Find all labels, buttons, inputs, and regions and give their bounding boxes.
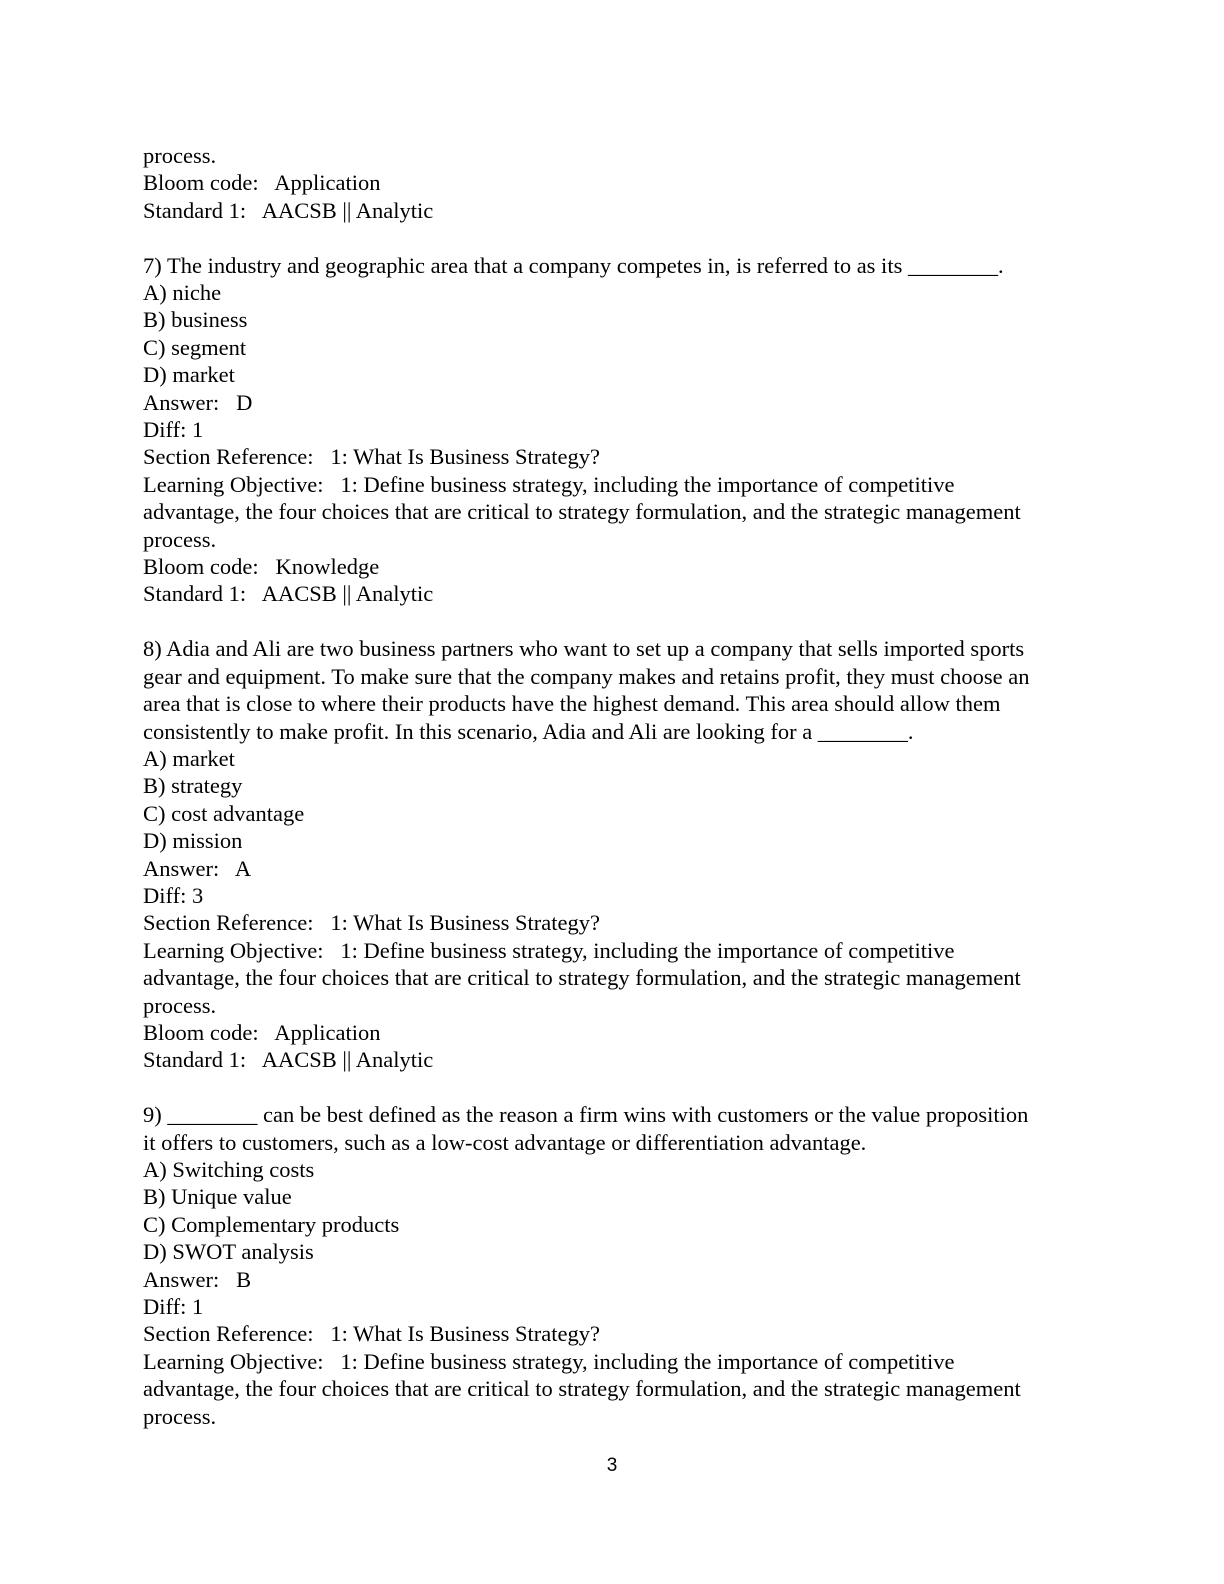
question-stem: 8) Adia and Ali are two business partners who want to set up a company that sells imported sports [143,636,1025,662]
page-number: 3 [606,1455,618,1476]
answer: Answer: D [143,389,253,415]
question-9 [143,1101,1083,1430]
option-c: C) cost advantage [143,800,305,826]
standard: Standard 1: AACSB || Analytic [143,197,434,223]
bloom-code: Bloom code: Application [143,1019,381,1045]
standard: Standard 1: AACSB || Analytic [143,1047,434,1073]
objective-line: advantage, the four choices that are critical to strategy formulation, and the strategic management [143,1376,1021,1402]
option-d: D) mission [143,828,243,854]
answer: Answer: B [143,1266,252,1292]
objective-line: Learning Objective: 1: Define business strategy, including the importance of competitive [143,471,955,497]
option-a: A) niche [143,280,222,306]
standard: Standard 1: AACSB || Analytic [143,581,434,607]
question-stem: 9) ________ can be best defined as the reason a firm wins with customers or the value proposition [143,1102,1029,1128]
question-stem: area that is close to where their products have the highest demand. This area should allow them [143,691,1001,717]
objective-line: Learning Objective: 1: Define business strategy, including the importance of competitive [143,937,955,963]
objective-line: process. [143,143,217,168]
objective-line: advantage, the four choices that are critical to strategy formulation, and the strategic management [143,965,1021,991]
question-stem: 7) The industry and geographic area that a company competes in, is referred to as its ________. [143,252,1004,278]
difficulty: Diff: 3 [143,882,204,908]
objective-line: process. [143,526,217,552]
option-c: C) segment [143,334,247,360]
question-stem: gear and equipment. To make sure that the company makes and retains profit, they must choose an [143,663,1030,689]
section-reference: Section Reference: 1: What Is Business Strategy? [143,1321,600,1347]
objective-line: advantage, the four choices that are critical to strategy formulation, and the strategic management [143,499,1021,525]
difficulty: Diff: 1 [143,1294,204,1320]
difficulty: Diff: 1 [143,417,204,443]
question-stem: it offers to customers, such as a low-cost advantage or differentiation advantage. [143,1129,867,1155]
section-reference: Section Reference: 1: What Is Business Strategy? [143,444,600,470]
option-b: B) Unique value [143,1184,292,1210]
question-7 [143,252,1083,608]
option-a: A) Switching costs [143,1156,315,1182]
option-d: D) market [143,362,235,388]
objective-line: process. [143,1403,217,1429]
carryover-block [143,142,1083,224]
bloom-code: Bloom code: Knowledge [143,554,380,580]
option-b: B) strategy [143,773,243,799]
option-a: A) market [143,745,235,771]
question-stem: consistently to make profit. In this scenario, Adia and Ali are looking for a ________. [143,718,914,744]
option-c: C) Complementary products [143,1211,400,1237]
document-page [143,142,1083,1430]
objective-line: process. [143,992,217,1018]
answer: Answer: A [143,855,252,881]
option-b: B) business [143,307,248,333]
objective-line: Learning Objective: 1: Define business strategy, including the importance of competitive [143,1348,955,1374]
section-reference: Section Reference: 1: What Is Business Strategy? [143,910,600,936]
bloom-code: Bloom code: Application [143,170,381,196]
question-8 [143,635,1083,1074]
option-d: D) SWOT analysis [143,1239,314,1265]
